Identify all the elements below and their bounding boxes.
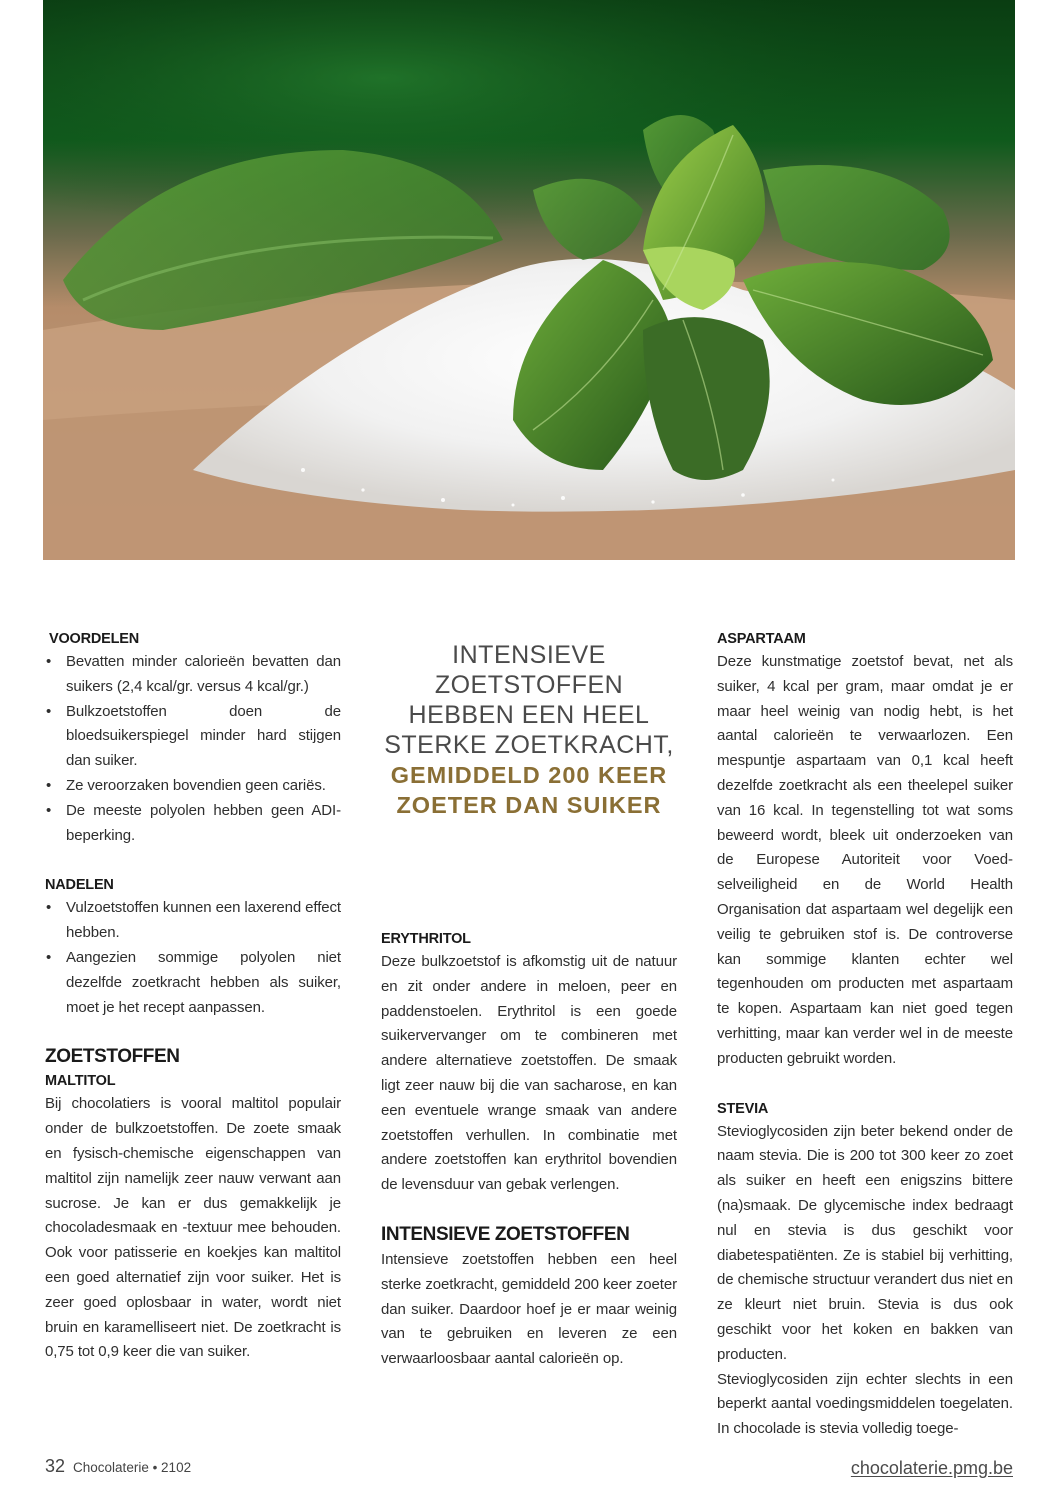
intensieve-heading: INTENSIEVE ZOETSTOFFEN	[381, 1223, 630, 1245]
column-middle	[381, 640, 677, 1372]
publication-name: Chocolaterie • 2102	[73, 1460, 192, 1475]
list-item: • De meeste polyolen hebben geen ADI-beperking.	[45, 799, 341, 849]
pull-quote-accent: GEMIDDELD 200 KEER ZOETER DAN SUIKER	[390, 762, 668, 818]
voordelen-list	[45, 650, 341, 848]
list-item: • Aangezien sommige polyolen niet dezelfde zoetkracht hebben als suiker, moet je het recept aanpassen.	[45, 946, 341, 1020]
website-link[interactable]: chocolaterie.pmg.be	[850, 1458, 1013, 1478]
pull-quote-plain: INTENSIEVE ZOETSTOFFEN HEBBEN EEN HEEL STERKE ZOETKRACHT,	[384, 641, 674, 759]
footer-left	[45, 1456, 191, 1477]
column-left	[45, 628, 341, 1365]
intensieve-text: Intensieve zoetstoffen hebben een heel sterke zoetkracht, gemiddeld 200 keer zoeter dan suiker. Daardoor hoef je er maar weinig van te gebruiken en leveren ze een verwaarloosbaar aantal calorieën op.	[381, 1250, 677, 1368]
list-item: • Vulzoetstoffen kunnen een laxerend effect hebben.	[45, 896, 341, 946]
aspartaam-heading: ASPARTAAM	[717, 631, 806, 647]
hero-photo	[43, 0, 1015, 560]
erythritol-heading: ERYTHRITOL	[381, 931, 471, 947]
nadelen-heading: NADELEN	[45, 877, 114, 894]
stevia-heading: STEVIA	[717, 1100, 769, 1117]
list-item: • Ze veroorzaken bovendien geen cariës.	[45, 774, 341, 799]
erythritol-text: Deze bulkzoetstof is afkomstig uit de natuur en zit onder andere in meloen, peer en paddenstoelen. Erythritol is een goede suikervervanger om te combineren met andere alternatieve zoetstoffen. De smaak ligt zeer nauw bij die van sacharose, en kan een eventuele wrange smaak van andere zoetstoffen verhullen. In combinatie met andere zoetstoffen kan erythritol bovendien de levensduur van gebak verlengen.	[381, 953, 677, 1194]
page-number: 32	[45, 1456, 66, 1476]
aspartaam-text: Deze kunstmatige zoetstof bevat, net als suiker, 4 kcal per gram, maar omdat je er maar heel weinig van nodig hebt, is het aantal calorieën te verwaarlozen. Een mespuntje aspartaam van 0,1 kcal heeft dezelfde zoetkracht als een theelepel suiker van 16 kcal. In tegenstelling tot wat soms beweerd wordt, bleek uit onderzoeken van de Europese Autoriteit voor Voedselveiligheid en de World Health Organisation dat aspartaam wel degelijk een veilig te gebruiken stof is. De controverse kan sommige klanten echter wel tegenhouden om producten met aspartaam te kopen. Aspartaam kan niet goed tegen verhitting, maar kan verder wel in de meeste producten gebruikt worden.	[717, 653, 1013, 1067]
maltitol-heading: MALTITOL	[45, 1073, 116, 1090]
stevia-text-2: Stevioglycosiden zijn echter slechts in een beperkt aantal voedingsmiddelen toegelaten. In chocolade is stevia volledig toege-	[717, 1370, 1013, 1438]
stevia-sugar-illustration	[43, 0, 1015, 560]
list-item: • Bulkzoetstoffen doen de bloedsuikerspiegel minder hard stijgen dan suiker.	[45, 700, 341, 774]
stevia-text-1: Stevioglycosiden zijn beter bekend onder de naam stevia. Die is 200 tot 300 keer zo zoet als suiker en heeft een enigszins bittere (na)smaak. De glycemische index bedraagt nul en stevia is dus geschikt voor diabetespatiënten. Ze is stabiel bij verhitting, de chemische structuur verandert dus niet en ze kleurt niet bruin. Stevia is dus ook geschikt voor het koken en bakken van producten.	[717, 1122, 1013, 1363]
voordelen-heading: VOORDELEN	[49, 631, 140, 647]
column-right	[717, 628, 1013, 1442]
maltitol-text: Bij chocolatiers is vooral maltitol populair onder de bulkzoetstoffen. De zoete smaak en fysisch-chemische eigenschappen van maltitol zijn namelijk zeer nauw verwant aan sucrose. Je kan er dus gemakkelijk je chocoladesmaak en -textuur mee behouden. Ook voor patisserie en koekjes kan maltitol een goed alternatief zijn voor suiker. Het is zeer goed oplosbaar in water, wordt niet bruin en karamelliseert niet. De zoetkracht is 0,75 tot 0,9 keer die van suiker.	[45, 1095, 341, 1361]
pull-quote	[381, 640, 677, 820]
zoetstoffen-heading: ZOETSTOFFEN	[45, 1046, 180, 1068]
nadelen-list	[45, 896, 341, 1020]
list-item: • Bevatten minder calorieën bevatten dan suikers (2,4 kcal/gr. versus 4 kcal/gr.)	[45, 650, 341, 700]
